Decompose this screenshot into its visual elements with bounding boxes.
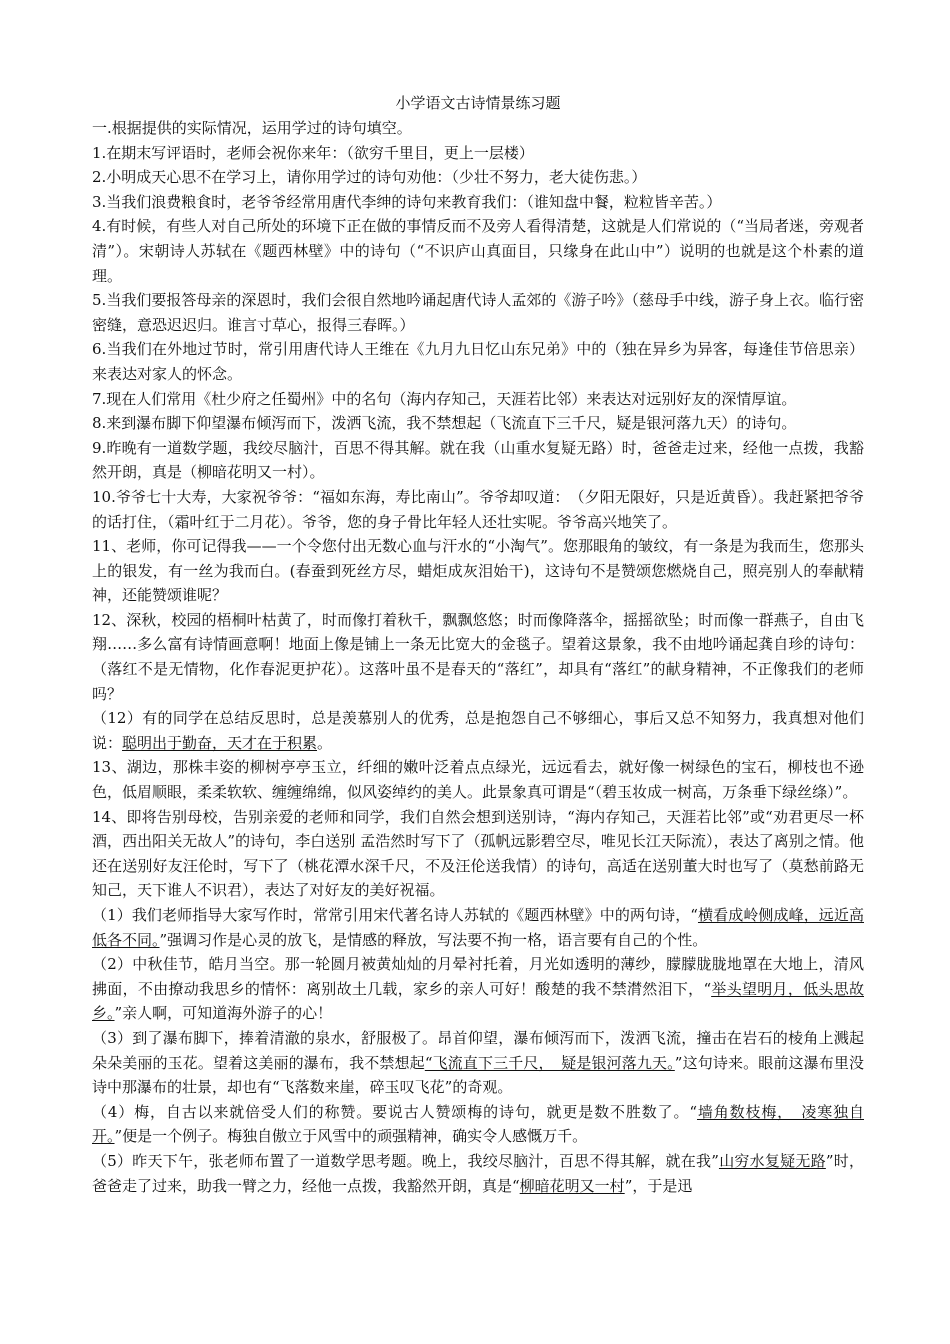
sub-question-3 bbox=[92, 1026, 864, 1100]
question-3: 3.当我们浪费粮食时，老爷爷经常用唐代李绅的诗句来教育我们：（谁知盘中餐，粒粒皆辛苦。） bbox=[92, 192, 722, 211]
question-2: 2.小明成天心思不在学习上，请你用学过的诗句劝他：（少壮不努力，老大徒伤悲。） bbox=[92, 168, 647, 187]
sub-question-2-answer: 举头望明月，低头思故乡。 bbox=[92, 979, 864, 1023]
sub-question-5-answer-1: 山穷水复疑无路 bbox=[718, 1151, 826, 1170]
question-12b-answer: 聪明出于勤奋，天才在于积累 bbox=[122, 733, 318, 752]
sub-question-2 bbox=[92, 952, 864, 1026]
question-6: 6.当我们在外地过节时，常引用唐代诗人王维在《九月九日忆山东兄弟》中的（独在异乡为异客，每逢佳节倍思亲）来表达对家人的怀念。 bbox=[92, 340, 864, 383]
question-14: 14、即将告别母校，告别亲爱的老师和同学，我们自然会想到送别诗，“海内存知己，天涯若比邻”或“劝君更尽一杯酒，西出阳关无故人”的诗句，李白送别 孟浩然时写下了（孤帆远影碧空尽，唯见长江天际流），表达了离别之情。他还在送别好友汪伦时，写下了（桃花潭水深千尺，不及汪伦送我情）的诗句，高适在送别董大时也写了（莫愁前路无知己，天下谁人不识君），表达了对好友的美好祝福。 bbox=[92, 807, 864, 900]
sub-question-4 bbox=[92, 1100, 864, 1149]
question-8: 8.来到瀑布脚下仰望瀑布倾泻而下，泼洒飞流，我不禁想起（飞流直下三千尺，疑是银河落九天）的诗句。 bbox=[92, 414, 797, 433]
sub-question-5-answer-2: 柳暗花明又一村 bbox=[519, 1176, 625, 1195]
sub-question-5-suffix: ”，于是迅 bbox=[624, 1176, 693, 1195]
sub-question-3-suffix: ”这句诗来。眼前这瀑布里没诗中那瀑布的壮景，却也有“飞落数来崖，碎玉叹飞花”的奇观。 bbox=[92, 1053, 864, 1097]
sub-question-4-answer: 墙角数枝梅， 凌寒独自开。 bbox=[92, 1102, 864, 1146]
question-5: 5.当我们要报答母亲的深恩时，我们会很自然地吟诵起唐代诗人孟郊的《游子吟》（慈母手中线，游子身上衣。临行密密缝，意恐迟迟归。谁言寸草心，报得三春晖。） bbox=[92, 291, 864, 334]
question-11: 11、老师，你可记得我——一个令您付出无数心血与汗水的“小淘气”。您那眼角的皱纹，有一条是为我而生，您那头上的银发，有一丝为我而白。(春蚕到死丝方尽，蜡炬成灰泪始干)，这诗句不是赞颂您燃烧自己，照亮别人的奉献精神，还能赞颂谁呢？ bbox=[92, 537, 864, 605]
sub-question-3-prefix: （3）到了瀑布脚下，捧着清澈的泉水，舒服极了。昂首仰望，瀑布倾泻而下，泼洒飞流，撞击在岩石的棱角上溅起朵朵美丽的玉花。望着这美丽的瀑布，我不禁想起 bbox=[92, 1028, 864, 1072]
sub-question-5-prefix: （5）昨天下午，张老师布置了一道数学思考题。晚上，我绞尽脑汁，百思不得其解，就在我” bbox=[92, 1151, 719, 1170]
question-12b bbox=[92, 706, 864, 755]
sub-question-1 bbox=[92, 903, 864, 952]
sub-question-1-suffix: ”强调习作是心灵的放飞，是情感的释放，写法要不拘一格，语言要有自己的个性。 bbox=[159, 930, 708, 949]
question-12b-suffix: 。 bbox=[317, 733, 333, 752]
sub-question-1-prefix: （1）我们老师指导大家写作时，常常引用宋代著名诗人苏轼的《题西林壁》中的两句诗，“ bbox=[92, 906, 698, 924]
sub-question-4-prefix: （4）梅，自古以来就倍受人们的称赞。要说古人赞颂梅的诗句，就更是数不胜数了。“ bbox=[92, 1102, 697, 1121]
section-heading: 一.根据提供的实际情况，运用学过的诗句填空。 bbox=[92, 119, 412, 137]
sub-question-1-answer: 横看成岭侧成峰，远近高低各不同。 bbox=[92, 906, 864, 949]
question-10: 10.爷爷七十大寿，大家祝爷爷：“福如东海，寿比南山”。爷爷却叹道： （夕阳无限好，只是近黄昏）。我赶紧把爷爷的话打住，（霜叶红于二月花）。爷爷，您的身子骨比年轻人还壮实呢。爷爷高兴地笑了。 bbox=[92, 487, 864, 531]
sub-question-2-suffix: ”亲人啊，可知道海外游子的心！ bbox=[114, 1004, 333, 1023]
question-4: 4.有时候，有些人对自己所处的环境下正在做的事情反而不及旁人看得清楚，这就是人们常说的（“当局者迷，旁观者清”）。宋朝诗人苏轼在《题西林壁》中的诗句（“不识庐山真面目，只缘身在此山中”）说明的也就是这个朴素的道理。 bbox=[92, 217, 864, 285]
question-9: 9.昨晚有一道数学题，我绞尽脑汁，百思不得其解。就在我（山重水复疑无路）时，爸爸走过来，经他一点拨，我豁然开朗，真是（柳暗花明又一村）。 bbox=[92, 438, 864, 482]
question-13: 13、湖边，那株丰姿的柳树亭亭玉立，纤细的嫩叶泛着点点绿光，远远看去，就好像一树绿色的宝石，柳枝也不逊色，低眉顺眼，柔柔软软、缠缠绵绵，似风姿绰约的美人。此景象真可谓是“（碧玉妆成一树高，万条垂下绿丝绦）”。 bbox=[92, 758, 864, 802]
sub-question-5 bbox=[92, 1149, 864, 1198]
sub-question-5-mid: ”时，爸爸走了过来，助我一臂之力，经他一点拨，我豁然开朗，真是“ bbox=[92, 1151, 865, 1195]
sub-question-2-prefix: （2）中秋佳节，皓月当空。那一轮圆月被黄灿灿的月晕衬托着，月光如透明的薄纱，朦朦胧胧地罩在大地上，清风拂面，不由撩动我思乡的情怀：离别故土几载，家乡的亲人可好！酸楚的我不禁潸然泪下，“ bbox=[92, 955, 864, 998]
sub-question-4-suffix: ”便是一个例子。梅独自傲立于风雪中的顽强精神，确实令人感慨万千。 bbox=[114, 1127, 588, 1146]
document-title: 小学语文古诗情景练习题 bbox=[395, 94, 561, 112]
question-12: 12、深秋，校园的梧桐叶枯黄了，时而像打着秋千，飘飘悠悠；时而像降落伞，摇摇欲坠；时而像一群燕子，自由飞翔……多么富有诗情画意啊！地面上像是铺上一条无比宽大的金毯子。望着这景象，我不由地吟诵起龚自珍的诗句：（落红不是无情物，化作春泥更护花）。这落叶虽不是春天的“落红”，却具有“落红”的献身精神，不正像我们的老师吗？ bbox=[92, 610, 864, 703]
question-1: 1.在期末写评语时，老师会祝你来年：（欲穷千里目，更上一层楼） bbox=[92, 143, 534, 162]
question-12b-prefix: （12）有的同学在总结反思时，总是羡慕别人的优秀，总是抱怨自己不够细心，事后又总不知努力，我真想对他们说： bbox=[92, 709, 864, 752]
question-7: 7.现在人们常用《杜少府之任蜀州》中的名句（海内存知己，天涯若比邻）来表达对远别好友的深情厚谊。 bbox=[92, 389, 797, 408]
sub-question-3-answer: “飞流直下三千尺， 疑是银河落九天。 bbox=[424, 1053, 675, 1072]
